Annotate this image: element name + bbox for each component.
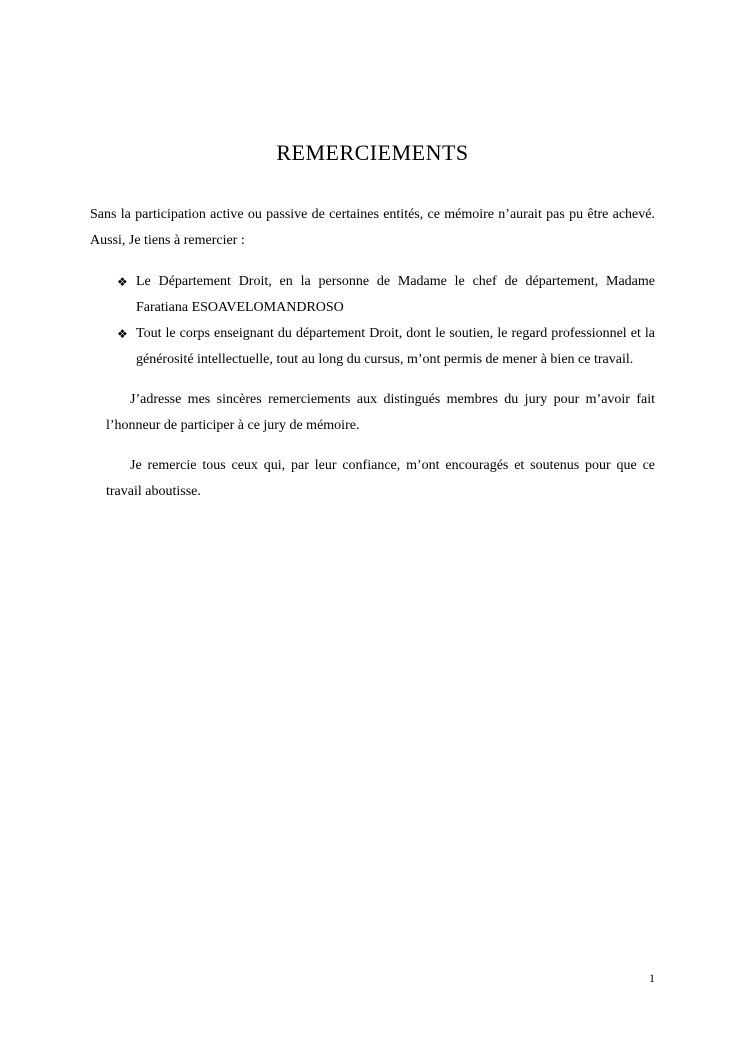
list-item: [90, 269, 655, 321]
closing-paragraph: Je remercie tous ceux qui, par leur confiance, m’ont encouragés et soutenus pour que ce travail aboutisse.: [106, 458, 655, 499]
page-title: REMERCIEMENTS: [276, 140, 469, 165]
list-item-text: Tout le corps enseignant du département Droit, dont le soutien, le regard professionnel et la générosité intellectuelle, tout au long du cursus, m’ont permis de mener à bien ce travail.: [136, 326, 655, 367]
diamond-bullet-icon: ❖: [117, 327, 128, 341]
jury-paragraph: J’adresse mes sincères remerciements aux distingués membres du jury pour m’avoir fait l’honneur de participer à ce jury de mémoire.: [106, 392, 655, 433]
intro-paragraph: Sans la participation active ou passive de certaines entités, ce mémoire n’aurait pas pu être achevé. Aussi, Je tiens à remercier :: [90, 207, 655, 248]
diamond-bullet-icon: ❖: [117, 275, 128, 289]
list-item: [90, 321, 655, 373]
acknowledgement-list: [90, 269, 655, 373]
page-number: 1: [649, 971, 655, 985]
list-item-text: Le Département Droit, en la personne de Madame le chef de département, Madame Faratiana ESOAVELOMANDROSO: [136, 274, 655, 315]
document-content: [90, 0, 655, 505]
